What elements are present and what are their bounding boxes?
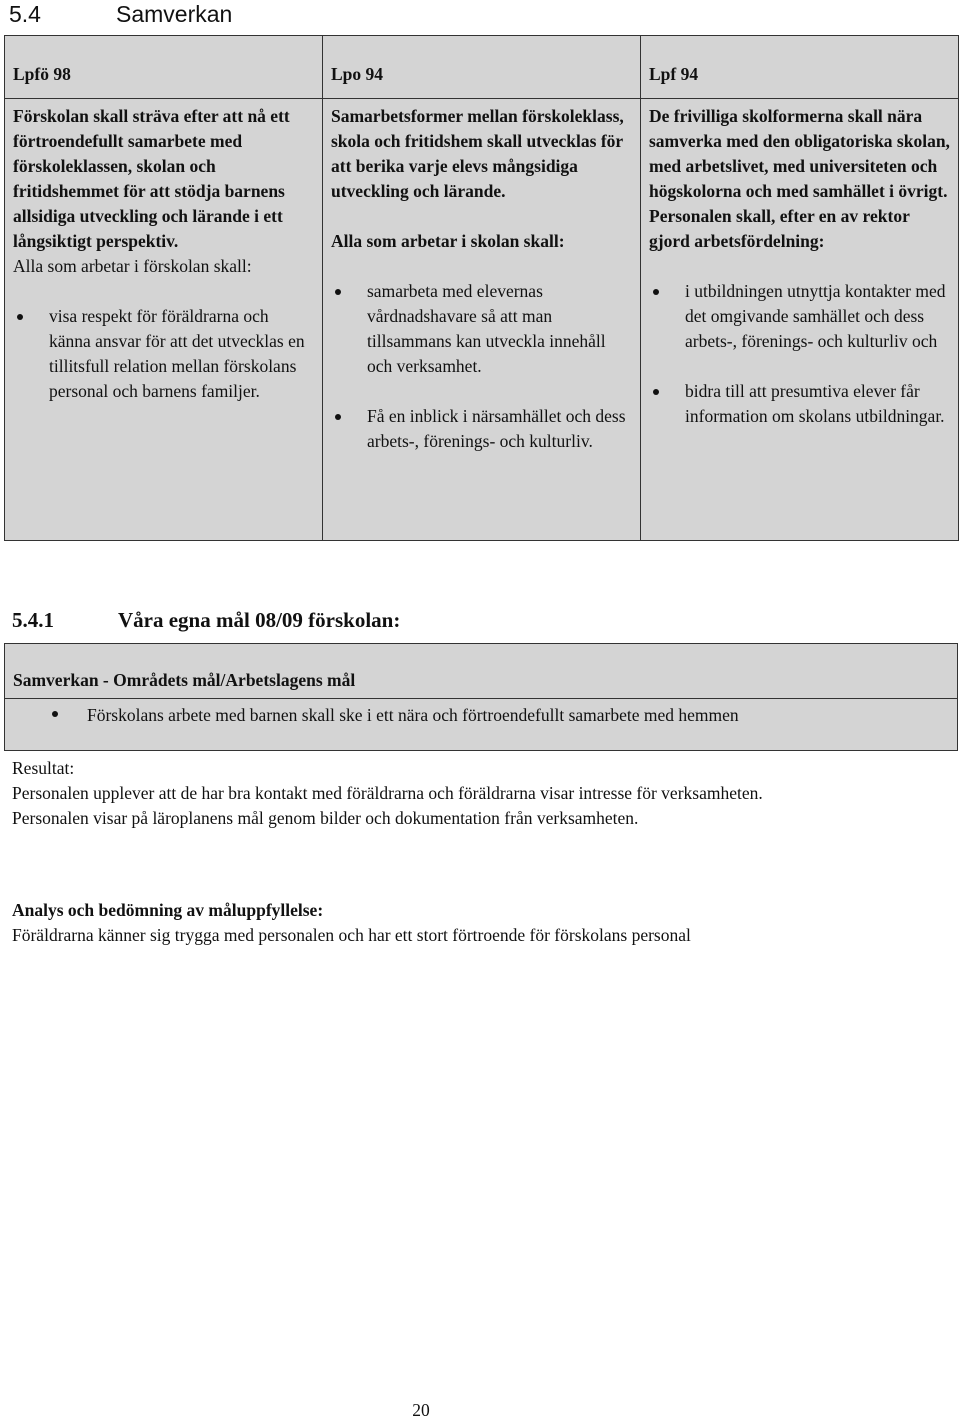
lpfo98-bullet-list bbox=[13, 304, 314, 404]
header-lpfo98: Lpfö 98 bbox=[5, 36, 323, 99]
subsection-heading bbox=[12, 607, 400, 633]
goal-box bbox=[4, 643, 958, 751]
lpo94-bullet-list bbox=[331, 279, 632, 454]
list-item: samarbeta med elevernas vårdnadshavare så att man tillsammans kan utveckla innehåll och verksamhet. bbox=[331, 279, 632, 379]
lpf94-lead: Personalen skall, efter en av rektor gjord arbetsfördelning: bbox=[649, 206, 910, 251]
result-section bbox=[12, 756, 812, 831]
lpf94-bullet-list bbox=[649, 279, 950, 429]
header-lpf94: Lpf 94 bbox=[641, 36, 959, 99]
result-line-1: Personalen upplever att de har bra kontakt med föräldrarna och föräldrarna visar intresse för verksamheten. bbox=[12, 783, 763, 803]
lpf94-cell bbox=[641, 99, 959, 541]
lpf94-intro: De frivilliga skolformerna skall nära samverka med den obligatoriska skolan, med arbetslivet, med universiteten och högskolorna och med samhället i övrigt. bbox=[649, 106, 950, 201]
subsection-number: 5.4.1 bbox=[12, 608, 54, 632]
lpo94-cell bbox=[323, 99, 641, 541]
list-item: bidra till att presumtiva elever får information om skolans utbildningar. bbox=[649, 379, 950, 429]
result-label: Resultat: bbox=[12, 758, 75, 778]
goal-title: Samverkan - Områdets mål/Arbetslagens mål bbox=[5, 644, 957, 699]
table-header-row bbox=[5, 36, 959, 99]
section-title: Samverkan bbox=[116, 1, 233, 27]
list-item: i utbildningen utnyttja kontakter med det omgivande samhället och dess arbets-, förenings- och kulturliv och bbox=[649, 279, 950, 354]
analysis-text: Föräldrarna känner sig trygga med personalen och har ett stort förtroende för förskolans personal bbox=[12, 925, 691, 945]
lpfo98-intro: Förskolan skall sträva efter att nå ett förtroendefullt samarbete med förskoleklassen, skolan och fritidshemmet för att stödja barnens allsidiga utveckling och lärande i ett långsiktigt perspektiv. bbox=[13, 106, 290, 251]
list-item: Få en inblick i närsamhället och dess arbets-, förenings- och kulturliv. bbox=[331, 404, 632, 454]
result-line-2: Personalen visar på läroplanens mål genom bilder och dokumentation från verksamheten. bbox=[12, 808, 639, 828]
page-number: 20 bbox=[412, 1400, 430, 1420]
curriculum-table bbox=[4, 35, 959, 541]
header-lpo94: Lpo 94 bbox=[323, 36, 641, 99]
section-heading bbox=[9, 0, 232, 28]
table-body-row bbox=[5, 99, 959, 541]
subsection-title: Våra egna mål 08/09 förskolan: bbox=[118, 608, 401, 632]
list-item: visa respekt för föräldrarna och känna ansvar för att det utvecklas en tillitsfull relation mellan förskolans personal och barnens familjer. bbox=[13, 304, 314, 404]
lpo94-intro: Samarbetsformer mellan förskoleklass, skola och fritidshem skall utvecklas för att berika varje elevs mångsidiga utveckling och lärande. bbox=[331, 106, 624, 201]
lpfo98-lead: Alla som arbetar i förskolan skall: bbox=[13, 256, 252, 276]
analysis-label: Analys och bedömning av måluppfyllelse: bbox=[12, 900, 324, 920]
lpo94-lead: Alla som arbetar i skolan skall: bbox=[331, 231, 565, 251]
analysis-section bbox=[12, 898, 912, 948]
section-number: 5.4 bbox=[9, 1, 41, 27]
goal-item: Förskolans arbete med barnen skall ske i ett nära och förtroendefullt samarbete med hemmen bbox=[5, 699, 957, 750]
lpfo98-cell bbox=[5, 99, 323, 541]
